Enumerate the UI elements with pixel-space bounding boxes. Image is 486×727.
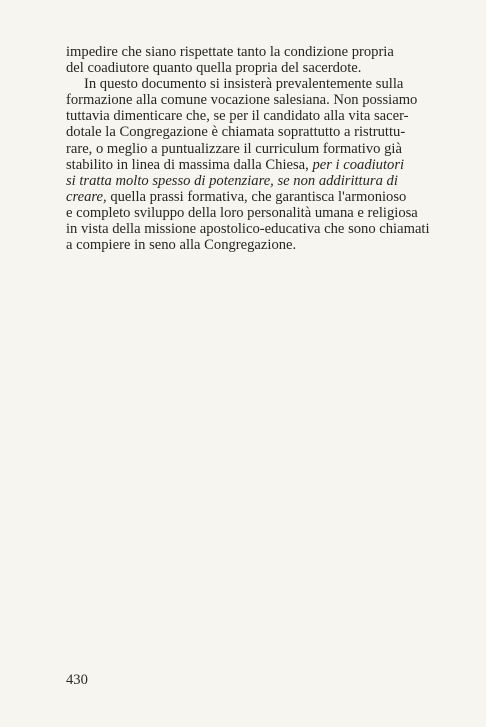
text-line <box>66 92 442 108</box>
text-line <box>66 76 442 92</box>
line-text: a compiere in seno alla Congregazione. <box>66 237 297 254</box>
line-text: impedire che siano rispettate tanto la condizione propria <box>66 44 394 60</box>
text-line <box>66 60 442 76</box>
line-text: formazione alla comune vocazione salesiana. Non possiamo <box>66 92 418 109</box>
line-text: tuttavia dimenticare che, se per il candidato alla vita sacer- <box>66 108 409 125</box>
line-text: in vista della missione apostolico-educativa che sono chiamati <box>66 221 430 238</box>
text-line <box>66 205 442 221</box>
line-text-roman: stabilito in linea di massima dalla Chiesa, <box>66 156 309 173</box>
line-text: rare, o meglio a puntualizzare il curriculum formativo già <box>66 140 402 157</box>
line-text-roman: quella prassi formativa, che garantisca l'armonioso <box>110 188 407 205</box>
text-line <box>66 221 442 237</box>
page-number: 430 <box>66 672 88 688</box>
line-text <box>66 189 406 205</box>
line-text <box>66 157 404 173</box>
line-text: dotale la Congregazione è chiamata soprattutto a ristruttu- <box>66 124 406 141</box>
italic-text: si tratta molto spesso di potenziare, se non addirittura di <box>66 172 398 189</box>
text-line <box>66 173 442 189</box>
body-text <box>66 44 442 253</box>
line-text: e completo sviluppo della loro personalità umana e religiosa <box>66 204 418 221</box>
text-line <box>66 141 442 157</box>
text-line <box>66 44 442 60</box>
italic-text: creare, <box>66 188 107 205</box>
text-line <box>66 157 442 173</box>
text-line <box>66 108 442 124</box>
text-line <box>66 237 442 253</box>
line-text: In questo documento si insisterà prevalentemente sulla <box>84 76 404 93</box>
italic-text: per i coadiutori <box>312 156 405 173</box>
text-line <box>66 124 442 140</box>
line-text: del coadiutore quanto quella propria del sacerdote. <box>66 60 362 77</box>
text-line <box>66 189 442 205</box>
